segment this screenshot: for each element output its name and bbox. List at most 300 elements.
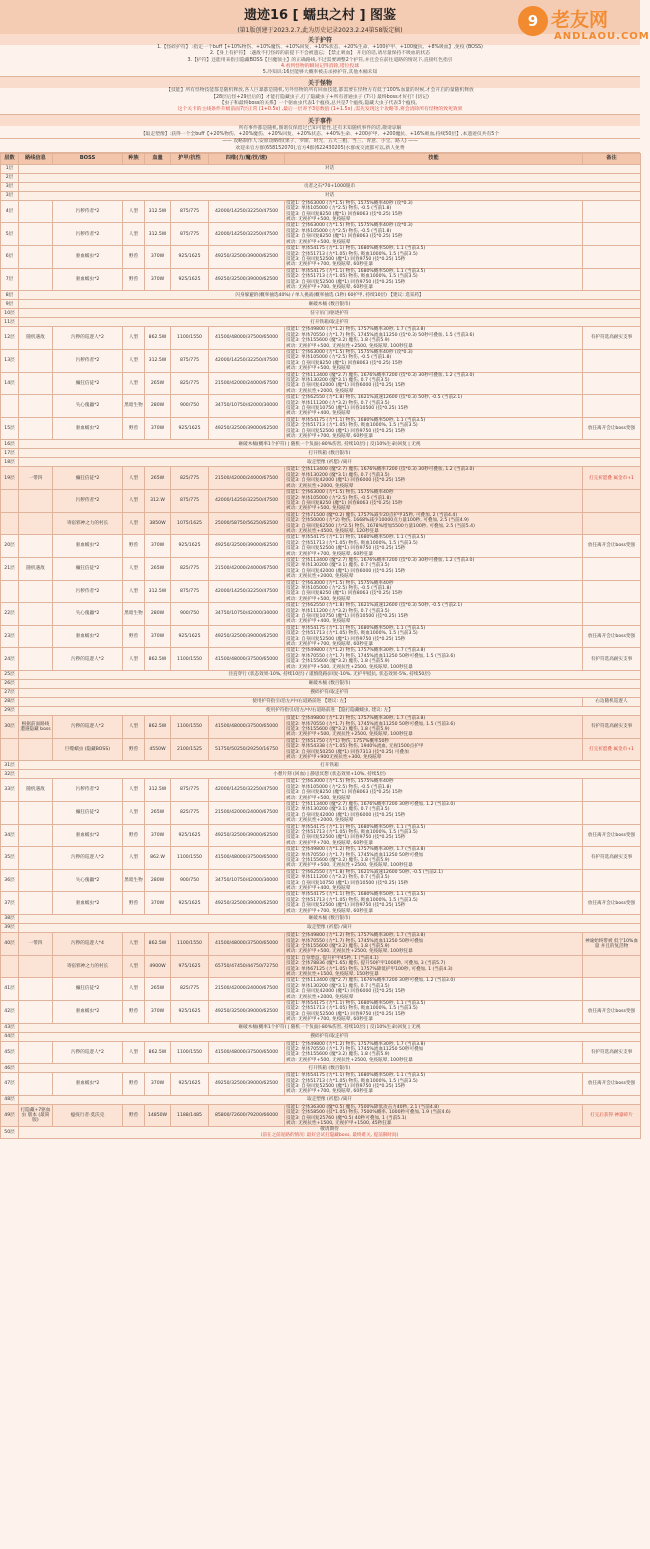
skill-line: 被动: 无视抗性+1500, 无视护甲+1500, 45秒狂暴 (286, 1121, 392, 1127)
floor-cell: 1层 (1, 164, 19, 173)
floor-cell: 3层 (1, 182, 19, 191)
stats-cell: 25000/58750/56250/62500 (209, 512, 285, 535)
race-cell: 人型 (123, 580, 145, 603)
skill-line: 被动: 无视护甲+700, 免疫眩晕, 60秒狂暴 (286, 551, 374, 557)
skill-line: 技能2: 全体51713 (力*1.05) 物伤, 吸血1000%, 1.5 (当前3.5) (286, 830, 418, 836)
skill-line: 技能2: 单体105000 (力*2.5) 物伤, -0.5 (当前1.8) (286, 586, 392, 592)
floor-cell: 8层 (1, 291, 19, 300)
boss-name: 癫狂信徒*2 (53, 467, 123, 490)
hp-cell: 370W (145, 1073, 171, 1096)
event-row (1, 761, 641, 770)
skill-line: 技能3: 全体155600 (魔*3.2) 魔伤, 1.8 (当前5.9) (286, 659, 390, 665)
hp-cell: 312.5W (145, 779, 171, 802)
stats-cell: 49250/32500/39000/62500 (209, 625, 285, 648)
column-header: 层数 (1, 153, 19, 164)
boss-name: 寄宿邪神之力的村长 (53, 955, 123, 978)
note-cell (583, 557, 641, 580)
skill-line: 被动: 无视护甲+700, 免疫眩晕, 60秒狂暴 (286, 434, 374, 440)
skill-line: 技能3: 自身回复52500 (魔*1) 回春9750 (技*0.25) 15秒 (286, 428, 406, 434)
boss-name: 污秽侍者*2 (53, 580, 123, 603)
boss-row (1, 268, 641, 291)
race-cell: 人型 (123, 648, 145, 671)
race-cell: 野兽 (123, 738, 145, 761)
skills-cell (285, 223, 583, 246)
race-cell: 人型 (123, 557, 145, 580)
event-row (1, 458, 641, 467)
skill-line: 技能1: 单体54175 (力*1.1) 物伤, 1680%概率50秒, 1.1 (当前3.5) (286, 625, 426, 631)
skill-line: 技能3: 自身回复42000 (魔*1) 回春6000 (技*0.25) 15秒 (286, 812, 406, 818)
skill-line: 被动: 无视抗性+2000, 免疫眩晕 (286, 483, 354, 489)
armor-cell: 925/1625 (171, 246, 209, 269)
column-header: 备注 (583, 153, 641, 164)
skill-line: 技能1: 全体63000 (力*1.5) 物伤, 1575%概率40秒 (286, 779, 394, 785)
route-cell: 一带四 (19, 933, 53, 956)
floor-cell: 43层 (1, 1023, 19, 1032)
skill-line: 技能3: 自身回复10750 (魔*1) 回春10500 (技*0.25) 15秒 (286, 406, 409, 412)
floor-cell: 25层 (1, 671, 19, 680)
skill-line: 技能2: 单体105000 (力*2.5) 物伤, -0.5 (当前1.8) (286, 495, 392, 501)
boss-row (1, 1104, 641, 1127)
route-cell: 一带四 (19, 467, 53, 490)
note-cell (583, 603, 641, 626)
stats-cell: 41500/48000/37500/65000 (209, 648, 285, 671)
hp-cell: 265W (145, 467, 171, 490)
skill-line: 技能3: 自身回复42000 (魔*1) 回春6000 (技*0.25) 15秒 (286, 568, 406, 574)
skills-cell (285, 490, 583, 513)
skill-line: 技能3: 自身回复52500 (魔*1) 回春9750 (技*0.25) 15秒 (286, 636, 406, 642)
note-cell: 有护符选高耐实支事 (583, 716, 641, 739)
note-cell: 放任离开会让boss变强 (583, 417, 641, 440)
floor-cell (1, 395, 19, 418)
note-cell (583, 955, 641, 978)
route-cell (19, 1073, 53, 1096)
event-cell: 砸破木桶 (数百银币) (19, 300, 641, 309)
event-row (1, 698, 641, 707)
event-row (1, 173, 641, 182)
skills-cell (285, 200, 583, 223)
boss-row (1, 1041, 641, 1064)
floor-cell: 45层 (1, 1041, 19, 1064)
skills-cell (285, 327, 583, 350)
armor-cell: 1100/1550 (171, 847, 209, 870)
armor-cell: 1075/1625 (171, 512, 209, 535)
skill-line: 技能1: 单体54175 (力*1.1) 物伤, 1680%概率50秒, 1.1 (当前3.5) (286, 824, 426, 830)
hp-cell: 312.5W (145, 580, 171, 603)
boss-row (1, 933, 641, 956)
skill-line: 被动: 无视护甲+400, 免疫眩晕 (286, 619, 351, 625)
skill-line: 被动: 无视护甲+500, 免疫眩晕 (286, 596, 351, 602)
event-row (1, 309, 641, 318)
skill-line: 被动: 无视护甲+500, 无视抗性+2500, 免疫眩晕, 100秒狂暴 (286, 949, 413, 955)
skill-line: 技能1: 单体54175 (力*1.1) 物伤, 1680%概率50秒, 1.1 (当前3.5) (286, 268, 426, 274)
note-cell: 放任离开会让boss变强 (583, 892, 641, 915)
armor-cell: 1100/1550 (171, 933, 209, 956)
route-cell: 随机遇敌 (19, 327, 53, 350)
hp-cell: 370W (145, 535, 171, 558)
armor-cell: 825/775 (171, 557, 209, 580)
skill-line: 技能1: 单体54175 (力*1.1) 物伤, 1680%概率50秒, 1.1 (当前3.5) (286, 535, 426, 541)
skill-line: 被动: 无视护甲+500, 免疫眩晕 (286, 506, 351, 512)
skill-line: 技能3: 全体155600 (魔*3.2) 魔伤, 1.8 (当前5.9) (286, 858, 390, 864)
armor-cell: 925/1625 (171, 268, 209, 291)
route-cell (19, 847, 53, 870)
floor-cell (1, 580, 19, 603)
skills-cell (285, 1000, 583, 1023)
armor-cell: 825/775 (171, 801, 209, 824)
stats-cell: 49250/32500/39000/62500 (209, 246, 285, 269)
skill-line: 技能3: 自身回复8250 (魔*1) 回春8063 (技*0.25) 15秒 (286, 591, 403, 597)
skill-line: 被动: 无视护甲+400, 免疫眩晕 (286, 886, 351, 892)
note-cell (583, 779, 641, 802)
floor-cell: 36层 (1, 869, 19, 892)
floor-cell: 31层 (1, 761, 19, 770)
floor-table (0, 153, 641, 1139)
hp-cell: 280W (145, 869, 171, 892)
boss-name: 驱血蠕虫*2 (53, 625, 123, 648)
column-header: BOSS (53, 153, 123, 164)
note-cell: 放任离开会让boss变强 (583, 625, 641, 648)
armor-cell: 900/750 (171, 395, 209, 418)
boss-name: 失心傀儡*2 (53, 869, 123, 892)
skill-line: 技能2: 单体105000 (力*2.5) 物伤, -0.5 (当前1.8) (286, 228, 392, 234)
skills-cell (285, 824, 583, 847)
skills-cell (285, 1041, 583, 1064)
stats-cell: 41500/48000/37500/65000 (209, 1041, 285, 1064)
floor-cell: 42层 (1, 1000, 19, 1023)
boss-name: 驱血蠕虫*2 (53, 268, 123, 291)
skill-line: 技能1: 全体62550 (力*1.8) 物伤, 1621%减速12600 (技*0.3) 50秒, -0.5 (当前2.1) (286, 603, 463, 609)
note-cell (583, 372, 641, 395)
page-title: 遗迹16 [ 蠕虫之村 ] 图鉴 (243, 8, 397, 23)
boss-row (1, 955, 641, 978)
armor-cell: 925/1625 (171, 1000, 209, 1023)
event-cell: 敬请期待 (前在之前泥路的情况: 最好尝试打隐藏boss, 最终难关, 提前限时间) (19, 1127, 641, 1139)
section-line: 这个关卡的主线条件升级前面7层正常 (1+0.5x) ,最后一层寄予3倍数值 (1+1.5x) ,需先发现这个攻略等,将会清除所有怪物的致死效果 (177, 107, 463, 113)
skill-line: 技能2: 全体51713 (力*1.05) 物伤, 吸血1000%, 1.5 (当前3.5) (286, 540, 418, 546)
skills-cell (285, 372, 583, 395)
skill-line: 技能2: 单体70550 (力*1.7) 物伤, 1745%流血11250 50秒可叠加 (286, 852, 424, 858)
skill-line: 被动: 无视护甲+400, 免疫眩晕 (286, 411, 351, 417)
hp-cell: 370W (145, 417, 171, 440)
boss-name: 驱血蠕虫*2 (53, 417, 123, 440)
race-cell: 人型 (123, 1041, 145, 1064)
boss-name: 驱血蠕虫*2 (53, 246, 123, 269)
floor-cell: 35层 (1, 847, 19, 870)
note-cell: 有护符选高耐实支事 (583, 648, 641, 671)
skill-line: 被动: 无视抗性+2000, 免疫眩晕 (286, 388, 354, 394)
section-line: 3.【护符】还能用来指引隐藏BOSS【巨魔领主】的正确路线,不过需要调整2个护符,并且会在前往道路的情况下,直接红色指引 (187, 57, 453, 63)
floor-cell (1, 738, 19, 761)
skills-cell (285, 349, 583, 372)
skills-cell (285, 417, 583, 440)
skill-line: 技能1: 全体113400 (魔*2.7) 魔伤, 1676%概率7200 30秒可叠加, 1.2 (当前3.0) (286, 978, 456, 984)
route-cell (19, 223, 53, 246)
event-cell: 打开铁箱 (数百银币) (19, 449, 641, 458)
event-row (1, 915, 641, 924)
note-cell: 有护符选高耐实支事 (583, 1041, 641, 1064)
hp-cell: 862.W (145, 847, 171, 870)
floor-cell: 20层 (1, 535, 19, 558)
note-cell: 打完祈愿叠 属金币+1 (583, 467, 641, 490)
event-cell: 闪身躲避的(概率抽选40%) / 单人挑战(概率抽选 (1秒) 60护甲, 持续10层) 【建议: 选采药】 (19, 291, 641, 300)
note-cell (583, 223, 641, 246)
skill-line: 技能1: 单体54175 (力*1.1) 物伤, 1680%概率50秒, 1.1 (当前3.5) (286, 1000, 426, 1006)
event-cell: 打开铁箱 (数百银币) (19, 1064, 641, 1073)
logo-text: 老友网 (551, 9, 609, 31)
boss-row (1, 535, 641, 558)
boss-name: 污秽侍者*2 (53, 779, 123, 802)
logo-url: ANDLAOU.COM (554, 31, 650, 42)
skill-line: 技能3: 自身回复8250 (魔*1) 回春8063 (技*0.25) 15秒 (286, 234, 403, 240)
note-cell: 神谕始终带被 低于10%血量 并且的复活物 (583, 933, 641, 956)
floor-cell: 12层 (1, 327, 19, 350)
armor-cell: 825/775 (171, 467, 209, 490)
skill-line: 被动: 无视护甲+500, 无视抗性+2500, 免疫眩晕, 100秒狂暴 (286, 343, 413, 349)
skill-line: 技能2: 全体51713 (力*1.05) 物伤, 吸血1000%, 1.5 (当前3.5) (286, 897, 418, 903)
stats-cell: 49250/32500/39000/62500 (209, 824, 285, 847)
note-cell: 打完祈愿叠 属金币+1 (583, 738, 641, 761)
skill-line: 被动: 无视护甲+700, 免疫眩晕, 60秒狂暴 (286, 642, 374, 648)
event-cell: 取走塑像 (祈愿) /离开 (19, 1095, 641, 1104)
skill-line: 技能1: 全体71500 (魔*0.2) 魔伤, 1757%减少20点护甲35秒, 可叠加, 2 (当前4.4) (286, 512, 458, 518)
event-row (1, 449, 641, 458)
boss-name: 巨噬蠕虫 (隐藏BOSS) (53, 738, 123, 761)
event-row (1, 1032, 641, 1041)
note-cell (583, 200, 641, 223)
route-cell: 随机遇敌 (19, 557, 53, 580)
skill-line: 被动: 无视护甲+500, 免疫眩晕 (286, 795, 351, 801)
section-line: 5.冷知识:16层能够大概率被击杀掉护符,其他木桶未知 (262, 70, 378, 76)
boss-name: 污秽侍者*2 (53, 349, 123, 372)
skill-line: 技能2: 全体78836 (魔*1.65) 魔伤, 提升50护甲1000秒, 可叠加, 3 (当前5.7) (286, 961, 446, 967)
armor-cell: 1188/1485 (171, 1104, 209, 1127)
hp-cell: 4900W (145, 955, 171, 978)
skill-line: 技能2: 单体54338 (力*1.05) 物伤, 1940%流血, 无视1500点护甲 (286, 744, 424, 750)
floor-cell: 14层 (1, 372, 19, 395)
floor-cell: 33层 (1, 779, 19, 802)
skills-cell (285, 395, 583, 418)
skill-line: 技能2: 全体51713 (力*1.05) 物伤, 吸血1000%, 1.5 (当前3.5) (286, 274, 418, 280)
skill-line: 被动: 无视护甲+500, 无视抗性+2500, 免疫眩晕, 100秒狂暴 (286, 664, 413, 670)
skill-line: 技能3: 自身回复8250 (魔*1) 回春8063 (技*0.25) 15秒 (286, 500, 403, 506)
skill-line: 被动: 无视护甲+500, 免疫眩晕 (286, 217, 351, 223)
skills-cell (285, 847, 583, 870)
skill-line: 技能3: 自身回复25760 (魔*0.5) 40秒可叠加, 1 (当前5.1) (286, 1115, 407, 1121)
stats-cell: 42000/14250/32250/47500 (209, 223, 285, 246)
race-cell: 人型 (123, 512, 145, 535)
skills-cell (285, 892, 583, 915)
route-cell: 随机遇敌 (19, 779, 53, 802)
event-cell: 小憩片刻 (回血) | 静思冥想 (状态效果+10%, 持续5层) (19, 770, 641, 779)
skill-line: 技能3: 自身回复42000 (魔*1) 回春6000 (技*0.25) 15秒 (286, 383, 406, 389)
event-subnote: (前在之前泥路的情况: 最好尝试打隐藏boss, 最终难关, 提前限时间) (260, 1132, 399, 1138)
event-cell: 砸破木桶 (数百银币) (19, 915, 641, 924)
hp-cell: 862.5W (145, 716, 171, 739)
event-row (1, 924, 641, 933)
race-cell: 人型 (123, 955, 145, 978)
floor-cell: 23层 (1, 625, 19, 648)
section-line: 欢迎来官方群(658152070),官方4群(622430205)水群或交流都可以,新人免费 (235, 145, 405, 151)
floor-cell: 28层 (1, 698, 19, 707)
section-title: 关于护符 (0, 34, 640, 45)
boss-row (1, 395, 641, 418)
event-row (1, 1127, 641, 1139)
hp-cell: 370W (145, 1000, 171, 1023)
event-cell: 径直穿行 (状态效果-10%, 持续10层) / 谨慎绕路(回复-10%, 无护甲抵抗, 状态效果-5%, 持续50层) (19, 671, 641, 680)
armor-cell: 875/775 (171, 223, 209, 246)
skill-line: 技能2: 单体130200 (魔*3.1) 魔伤, 0.7 (当前3.5) (286, 563, 390, 569)
skill-line: 技能2: 单体130200 (魔*3.1) 魔伤, 0.7 (当前3.5) (286, 983, 390, 989)
skill-line: 被动: 无视护甲+700, 免疫眩晕, 60秒狂暴 (286, 908, 374, 914)
note-cell: 放任离开会让boss变强 (583, 1073, 641, 1096)
stats-cell: 41500/48000/37500/65000 (209, 847, 285, 870)
event-cell: 取走塑像 (祈愿) /离开 (19, 924, 641, 933)
race-cell: 野兽 (123, 625, 145, 648)
floor-cell: 15层 (1, 417, 19, 440)
boss-name: 污秽侍者*2 (53, 490, 123, 513)
section-line: 【技能】所有怪物技能都是随机释放,各人巨暴都是随机,另外怪物的所有回血技能,都需要在怪物方有低于100%血量的时候,才会开启的量随机释放 (166, 88, 474, 94)
race-cell: 人型 (123, 847, 145, 870)
boss-row (1, 327, 641, 350)
event-row (1, 689, 641, 698)
floor-cell: 16层 (1, 440, 19, 449)
skills-cell (285, 467, 583, 490)
skill-line: 技能2: 单体130200 (魔*3.1) 魔伤, 0.7 (当前3.5) (286, 472, 390, 478)
event-cell: 取走塑像 (祈愿) /离开 (19, 458, 641, 467)
floor-cell: 9层 (1, 300, 19, 309)
note-cell (583, 349, 641, 372)
armor-cell: 925/1625 (171, 625, 209, 648)
stats-cell: 49250/32500/39000/62500 (209, 1073, 285, 1096)
route-cell (19, 625, 53, 648)
event-row (1, 1064, 641, 1073)
hp-cell: 3850W (145, 512, 171, 535)
floor-cell: 48层 (1, 1095, 19, 1104)
boss-name: 失心傀儡*2 (53, 395, 123, 418)
floor-cell: 41层 (1, 978, 19, 1001)
floor-cell: 26层 (1, 680, 19, 689)
armor-cell: 925/1625 (171, 824, 209, 847)
race-cell: 人型 (123, 801, 145, 824)
skill-line: 技能1: 全体113400 (魔*2.7) 魔伤, 1676%概率7200 (技*0.3) 30秒可叠加, 1.2 (当前3.0) (286, 557, 475, 563)
event-cell: 使用护符指引/沿左/中/右道路前进 【建议: 左】 (19, 698, 583, 707)
skill-line: 技能1: 单体54175 (力*1.1) 物伤, 1680%概率50秒, 1.1 (当前3.5) (286, 417, 426, 423)
note-cell (583, 978, 641, 1001)
skill-line: 被动: 无视护甲+500, 免疫眩晕 (286, 239, 351, 245)
section-event (0, 115, 640, 140)
skill-line: 被动: 无视护甲+900无视抗性+300, 免疫眩晕 (286, 754, 382, 760)
stats-cell: 49250/32500/39000/62500 (209, 1000, 285, 1023)
armor-cell: 975/1625 (171, 955, 209, 978)
section-title: 关于事件 (0, 115, 640, 126)
hp-cell: 370W (145, 268, 171, 291)
skill-line: 被动: 无视护甲+500, 无视抗性+2500, 免疫眩晕, 100秒狂暴 (286, 732, 413, 738)
floor-cell: 49层 (1, 1104, 19, 1127)
floor-cell: 13层 (1, 349, 19, 372)
boss-row (1, 603, 641, 626)
skill-line: 技能3: 全体155600 (魔*3.2) 魔伤, 1.8 (当前5.9) (286, 726, 390, 732)
route-cell (19, 1000, 53, 1023)
boss-name: 污秽的巡逻人*4 (53, 933, 123, 956)
skill-line: 技能1: 全体63000 (力*1.5) 物伤, 1575%概率40秒 (286, 490, 394, 496)
floor-cell: 2层 (1, 173, 19, 182)
skills-cell (285, 246, 583, 269)
boss-name: 癫狂信徒*2 (53, 801, 123, 824)
event-cell: 搜碎护符/取走护符 (19, 1032, 641, 1041)
hp-cell: 370W (145, 246, 171, 269)
boss-name: 驱血蠕虫*2 (53, 892, 123, 915)
boss-row (1, 648, 641, 671)
floor-cell: 40层 (1, 933, 19, 956)
site-logo[interactable] (518, 3, 650, 47)
stats-cell: 49250/32500/39000/62500 (209, 535, 285, 558)
skill-line: 技能3: 自身回复52500 (魔*1) 回春9750 (技*0.25) 15秒 (286, 279, 406, 285)
section-credit (0, 139, 640, 153)
skills-cell (285, 625, 583, 648)
skill-line: 被动: 无视抗性+2000, 免疫眩晕 (286, 574, 354, 580)
page-subtitle: (第1版创建于2023.2.7,此为历史记录2023.2.24第58版定稿) (237, 27, 403, 34)
armor-cell: 875/775 (171, 580, 209, 603)
route-cell (19, 349, 53, 372)
floor-cell: 30层 (1, 716, 19, 739)
boss-row (1, 824, 641, 847)
skill-line: 技能2: 单体111200 (力*3.2) 物伤, 0.7 (当前3.5) (286, 400, 390, 406)
race-cell: 野兽 (123, 1073, 145, 1096)
boss-name: 污秽侍者*2 (53, 200, 123, 223)
floor-cell: 32层 (1, 770, 19, 779)
boss-name: 寄宿邪神之力的村长 (53, 512, 123, 535)
boss-row (1, 417, 641, 440)
armor-cell: 925/1625 (171, 892, 209, 915)
skill-line: 技能2: 单体70550 (力*1.7) 物伤, 1745%流血11250 (技*0.3) 50秒可叠加, 1.5 (当前3.6) (286, 332, 475, 338)
boss-row (1, 892, 641, 915)
skill-line: 技能1: 全体49800 (力*1.2) 物伤, 1757%概率30秒, 1.7 (当前3.8) (286, 933, 426, 939)
floor-cell (1, 490, 19, 513)
route-cell: 根据前面路线 遭遇隐藏 boss (19, 716, 53, 739)
skills-cell (285, 268, 583, 291)
event-cell (19, 173, 641, 182)
route-cell (19, 824, 53, 847)
race-cell: 野兽 (123, 417, 145, 440)
stats-cell: 21500/42000/24000/67500 (209, 557, 285, 580)
boss-name: 驱血蠕虫*2 (53, 1000, 123, 1023)
note-cell: 放任离开会让boss变强 (583, 1000, 641, 1023)
race-cell: 野兽 (123, 824, 145, 847)
floor-cell: 7层 (1, 268, 19, 291)
boss-row (1, 372, 641, 395)
skill-line: 被动: 无视护甲+700, 免疫眩晕, 60秒狂暴 (286, 1089, 374, 1095)
skill-line: 技能2: 单体111200 (力*3.2) 物伤, 0.7 (当前3.5) (286, 608, 390, 614)
event-cell: 砸破木桶 (数百银币) (19, 680, 641, 689)
armor-cell: 925/1625 (171, 1073, 209, 1096)
route-cell (19, 648, 53, 671)
skill-line: 技能2: 全体51713 (力*1.05) 物伤, 吸血1000%, 1.5 (当前3.5) (286, 1078, 418, 1084)
route-cell (19, 955, 53, 978)
note-cell: 放任离开会让boss变强 (583, 535, 641, 558)
race-cell: 野兽 (123, 1000, 145, 1023)
stats-cell: 21500/42000/24000/67500 (209, 801, 285, 824)
skill-line: 技能1: 全体113400 (魔*2.7) 魔伤, 1676%概率7200 30秒可叠加, 1.2 (当前3.0) (286, 801, 456, 807)
skill-line: 技能3: 自身回复8250 (魔*1) 回春8063 (技*0.25) 15秒 (286, 790, 403, 796)
skill-line: 技能3: 自身回复52500 (魔*1) 回春9750 (技*0.25) 15秒 (286, 903, 406, 909)
stats-cell: 42000/14250/32250/47500 (209, 349, 285, 372)
armor-cell: 1100/1550 (171, 716, 209, 739)
race-cell: 野兽 (123, 1104, 145, 1127)
skill-line: 技能1: 全体113400 (魔*2.7) 魔伤, 1676%概率7200 (技*0.3) 30秒可叠加, 1.2 (当前3.0) (286, 372, 475, 378)
hp-cell: 862.5W (145, 327, 171, 350)
skill-line: 技能3: 自身回复62500 (力*2.5) 物伤, 1678%增加5500力量100秒, 可叠加, 2.5 (当前5.4) (286, 523, 475, 529)
floor-cell: 5层 (1, 223, 19, 246)
